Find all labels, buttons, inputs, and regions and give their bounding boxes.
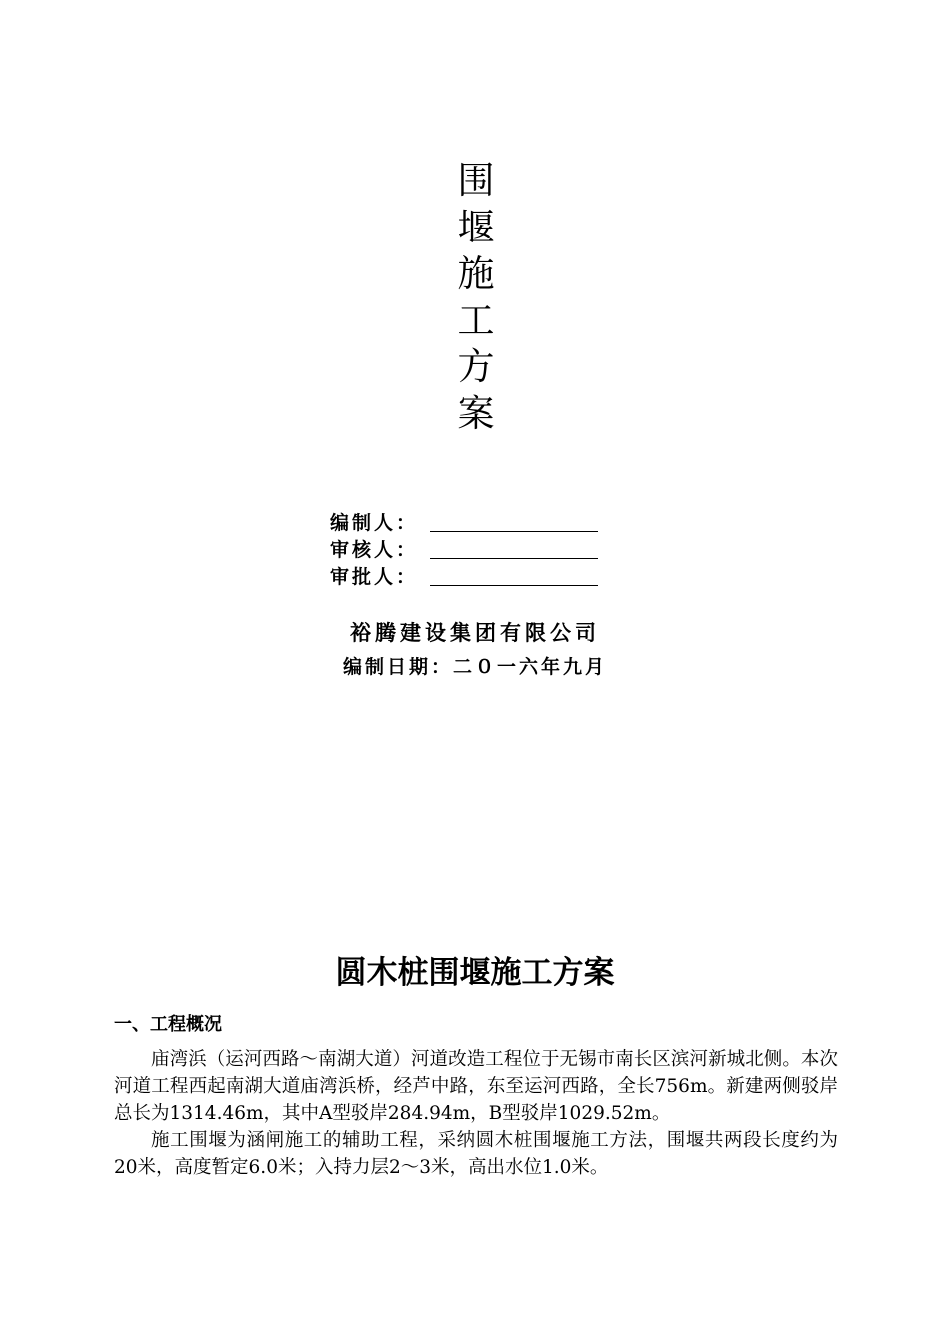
reviewer-signature-line bbox=[430, 538, 598, 559]
paragraph: 庙湾浜（运河西路～南湖大道）河道改造工程位于无锡市南长区滨河新城北侧。本次河道工程西起南湖大道庙湾浜桥，经芦中路，东至运河西路，全长756m。新建两侧驳岸总长为1314.46m，其中A型驳岸284.94m，B型驳岸1029.52m。 bbox=[114, 1049, 838, 1124]
signature-row-reviewer bbox=[330, 535, 620, 562]
section-heading: 一、工程概况 bbox=[114, 1014, 222, 1035]
approver-signature-line bbox=[430, 565, 598, 586]
cover-title-char: 工 bbox=[457, 298, 495, 342]
document-title: 圆木桩围堰施工方案 bbox=[335, 955, 615, 991]
cover-title bbox=[450, 158, 502, 437]
cover-title-char: 堰 bbox=[457, 205, 495, 249]
cover-title-char: 方 bbox=[457, 345, 495, 388]
approver-label: 审批人： bbox=[330, 566, 419, 588]
section-body bbox=[114, 1046, 838, 1181]
signature-block bbox=[330, 508, 620, 589]
paragraph: 施工围堰为涵闸施工的辅助工程，采纳圆木桩围堰施工方法，围堰共两段长度约为20米，高度暂定6.0米；入持力层2～3米，高出水位1.0米。 bbox=[114, 1130, 838, 1178]
signature-row-approver bbox=[330, 562, 620, 589]
cover-title-char: 案 bbox=[457, 391, 495, 435]
compile-date: 编制日期：二０一六年九月 bbox=[342, 656, 607, 678]
cover-title-char: 围 bbox=[457, 159, 495, 202]
cover-title-char: 施 bbox=[457, 252, 495, 295]
compiler-label: 编制人： bbox=[330, 512, 419, 534]
company-name: 裕腾建设集团有限公司 bbox=[350, 621, 600, 645]
reviewer-label: 审核人： bbox=[330, 539, 419, 561]
compiler-signature-line bbox=[430, 511, 598, 532]
signature-row-compiler bbox=[330, 508, 620, 535]
